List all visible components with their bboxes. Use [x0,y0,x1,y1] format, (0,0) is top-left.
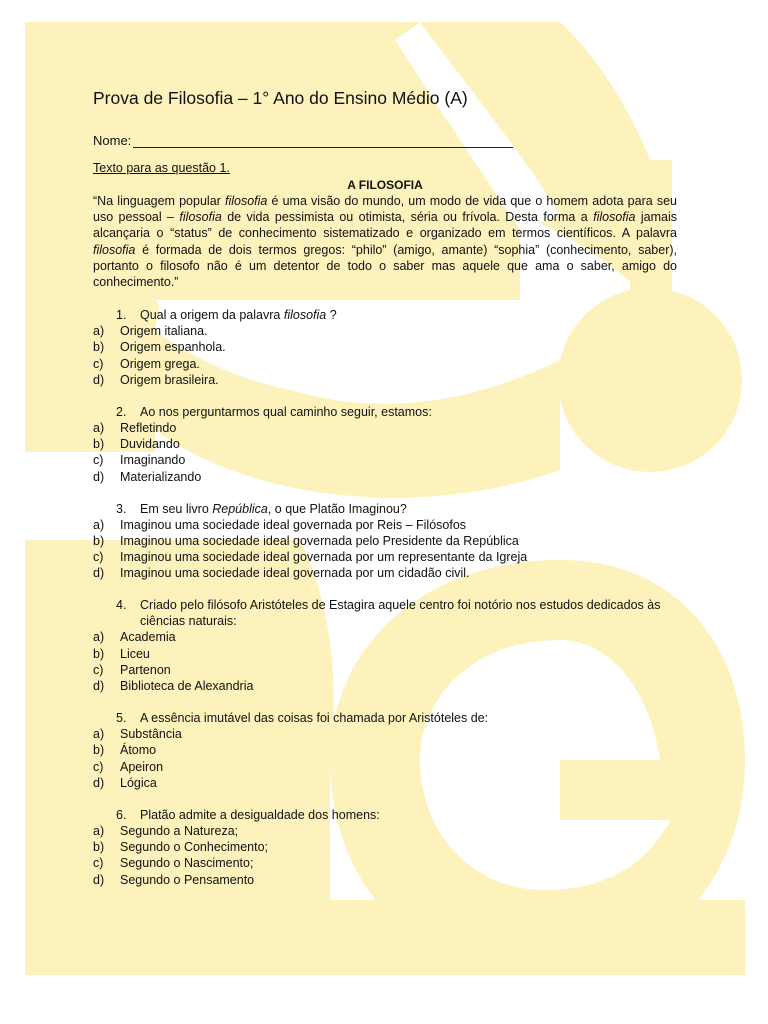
question-number: 5. [116,711,127,726]
option-letter: b) [93,437,105,452]
answer-option[interactable] [93,323,677,339]
question-3 [93,501,677,582]
option-letter: d) [93,775,105,790]
option-letter: c) [93,759,104,774]
page-title: Prova de Filosofia – 1° Ano do Ensino Médio (A) [93,88,468,108]
question-5 [93,710,677,791]
option-text: Segundo o Pensamento [120,872,255,887]
option-text: Partenon [120,662,171,677]
option-text: Imaginou uma sociedade ideal governada pelo Presidente da República [120,533,519,548]
option-text: Liceu [120,646,150,661]
option-text: Átomo [120,743,157,758]
option-text: Academia [120,630,176,645]
question-body [140,597,677,629]
question-italic: filosofia [283,308,327,323]
answer-option[interactable] [93,629,677,645]
option-letter: d) [93,679,105,694]
answer-option[interactable] [93,372,677,388]
question-text [93,307,677,323]
answer-option[interactable] [93,533,677,549]
question-number: 3. [116,501,127,516]
option-text: Biblioteca de Alexandria [120,679,254,694]
option-text: Origem grega. [120,356,200,371]
option-letter: b) [93,840,105,855]
question-number: 1. [116,308,127,323]
answer-option[interactable] [93,726,677,742]
answer-option[interactable] [93,646,677,662]
question-4 [93,597,677,694]
option-text: Imaginou uma sociedade ideal governada por Reis – Filósofos [120,517,467,532]
paragraph-part: de vida pessimista ou otimista, séria ou frívola. Desta forma a [221,210,594,225]
option-text: Origem espanhola. [120,340,226,355]
question-text-part: , o que Platão Imaginou? [267,501,407,516]
question-text-part: Ao nos perguntarmos qual caminho seguir, estamos: [140,404,432,419]
question-1 [93,307,677,388]
question-body [140,404,677,420]
question-body [140,807,677,823]
question-2 [93,404,677,485]
question-text-part: ? [326,308,337,323]
answer-option[interactable] [93,855,677,871]
answer-option[interactable] [93,452,677,468]
option-text: Duvidando [120,437,180,452]
option-text: Apeiron [120,759,164,774]
answer-option[interactable] [93,872,677,888]
answer-option[interactable] [93,565,677,581]
option-letter: a) [93,324,105,339]
paragraph-italic: filosofia [593,210,636,225]
option-letter: c) [93,356,104,371]
question-number: 4. [116,598,127,613]
option-letter: c) [93,856,104,871]
answer-option[interactable] [93,742,677,758]
option-letter: b) [93,533,105,548]
question-text-part: A essência imutável das coisas foi chamada por Aristóteles de: [140,711,489,726]
option-text: Refletindo [120,420,177,435]
option-text: Segundo o Nascimento; [120,856,254,871]
text-title: A FILOSOFIA [347,178,423,192]
question-body [140,307,677,323]
answer-option[interactable] [93,839,677,855]
question-text [93,807,677,823]
paragraph-part: é formada de dois termos gregos: “philo” (amigo, amante) “sophia” (conhecimento, saber), portanto o filosofo não é um detentor de todo o saber mas aquele que ama o saber, amigo do conhecimento.” [93,242,677,290]
answer-option[interactable] [93,678,677,694]
name-blank-line[interactable] [133,135,513,148]
question-body [140,710,677,726]
option-text: Imaginou uma sociedade ideal governada por um cidadão civil. [120,566,470,581]
answer-option[interactable] [93,436,677,452]
name-label: Nome: [93,133,132,148]
question-text-part: Criado pelo filósofo Aristóteles de Estagira aquele centro foi notório nos estudos dedicados às ciências naturais: [140,598,661,629]
option-text: Lógica [120,775,157,790]
answer-option[interactable] [93,823,677,839]
option-text: Origem italiana. [120,324,208,339]
question-text-part: Qual a origem da palavra [140,308,284,323]
question-number: 2. [116,404,127,419]
option-letter: c) [93,550,104,565]
option-letter: a) [93,630,105,645]
option-letter: b) [93,743,105,758]
option-text: Segundo a Natureza; [120,823,239,838]
question-list [93,307,677,888]
option-letter: c) [93,662,104,677]
option-letter: a) [93,727,105,742]
text-heading: Texto para as questão 1. [93,161,230,175]
answer-option[interactable] [93,339,677,355]
option-text: Imaginando [120,453,186,468]
answer-option[interactable] [93,662,677,678]
answer-option[interactable] [93,420,677,436]
question-body [140,501,677,517]
question-text [93,597,677,629]
option-letter: c) [93,453,104,468]
option-letter: d) [93,872,105,887]
paragraph-italic: filosofia [224,194,268,208]
answer-option[interactable] [93,356,677,372]
paragraph-part: “Na linguagem popular [93,194,225,208]
exam-page [93,88,677,888]
answer-option[interactable] [93,469,677,485]
option-text: Origem brasileira. [120,372,219,387]
question-text [93,404,677,420]
answer-option[interactable] [93,759,677,775]
answer-option[interactable] [93,775,677,791]
option-letter: a) [93,517,105,532]
option-letter: b) [93,340,105,355]
option-letter: b) [93,646,105,661]
question-text [93,501,677,517]
option-text: Segundo o Conhecimento; [120,840,269,855]
option-letter: d) [93,566,105,581]
paragraph-part: é uma visão do mundo, um modo de vida que o homem adota para seu uso pessoal – [93,194,677,225]
text-paragraph [93,193,677,290]
question-text-part: Em seu livro [140,501,213,516]
answer-option[interactable] [93,517,677,533]
paragraph-italic: filosofia [179,210,222,225]
paragraph-italic: filosofia [93,242,136,257]
option-letter: d) [93,372,105,387]
option-letter: d) [93,469,105,484]
question-6 [93,807,677,888]
paragraph-part: jamais alcançaria o “status” de conhecimento sistematizado e organizado em termos científicos. A palavra [93,210,678,241]
question-number: 6. [116,807,127,822]
question-italic: República [212,501,268,516]
question-text-part: Platão admite a desigualdade dos homens: [140,807,380,822]
option-letter: a) [93,420,105,435]
answer-option[interactable] [93,549,677,565]
option-text: Imaginou uma sociedade ideal governada por um representante da Igreja [120,550,528,565]
question-text [93,710,677,726]
option-text: Substância [120,727,182,742]
name-field [93,128,677,148]
option-letter: a) [93,823,105,838]
option-text: Materializando [120,469,202,484]
